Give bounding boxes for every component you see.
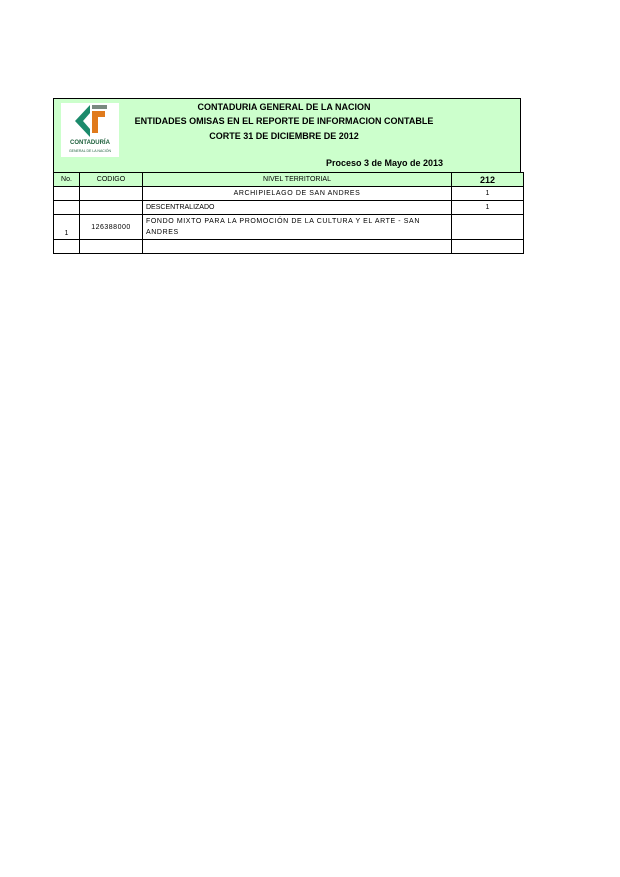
row-codigo: 126388000	[80, 215, 143, 240]
row-no: 1	[54, 215, 80, 240]
row-codigo	[80, 201, 143, 215]
entities-table	[53, 172, 524, 254]
table-header-row	[54, 173, 524, 187]
table-row	[54, 240, 524, 254]
row-nivel: DESCENTRALIZADO	[143, 201, 452, 215]
column-header-codigo: CODIGO	[80, 173, 143, 187]
table-row	[54, 201, 524, 215]
report-header	[53, 98, 521, 172]
row-codigo	[80, 187, 143, 201]
table-row	[54, 215, 524, 240]
row-count: 1	[452, 187, 524, 201]
process-date: Proceso 3 de Mayo de 2013	[326, 158, 444, 168]
row-codigo	[80, 240, 143, 254]
row-nivel: FONDO MIXTO PARA LA PROMOCIÓN DE LA CULTURA Y EL ARTE - SAN ANDRES	[143, 215, 452, 240]
column-header-total: 212	[452, 173, 524, 187]
contaduria-logo	[61, 103, 119, 157]
report-sheet	[53, 98, 521, 254]
column-header-nivel: NIVEL TERRITORIAL	[143, 173, 452, 187]
row-nivel	[143, 240, 452, 254]
logo-text: CONTADURÍA	[70, 140, 110, 146]
row-no	[54, 240, 80, 254]
report-subtitle: ENTIDADES OMISAS EN EL REPORTE DE INFORMACION CONTABLE	[134, 116, 434, 126]
row-no	[54, 187, 80, 201]
row-count: 1	[452, 201, 524, 215]
logo-subtext: GENERAL DE LA NACIÓN	[68, 149, 112, 153]
row-count	[452, 240, 524, 254]
row-no	[54, 201, 80, 215]
report-title: CONTADURIA GENERAL DE LA NACION	[197, 102, 371, 112]
row-nivel: ARCHIPIELAGO DE SAN ANDRES	[143, 187, 452, 201]
row-count	[452, 215, 524, 240]
table-row	[54, 187, 524, 201]
column-header-no: No.	[54, 173, 80, 187]
report-cutoff-date: CORTE 31 DE DICIEMBRE DE 2012	[209, 131, 359, 141]
contaduria-logo-icon	[61, 103, 119, 139]
